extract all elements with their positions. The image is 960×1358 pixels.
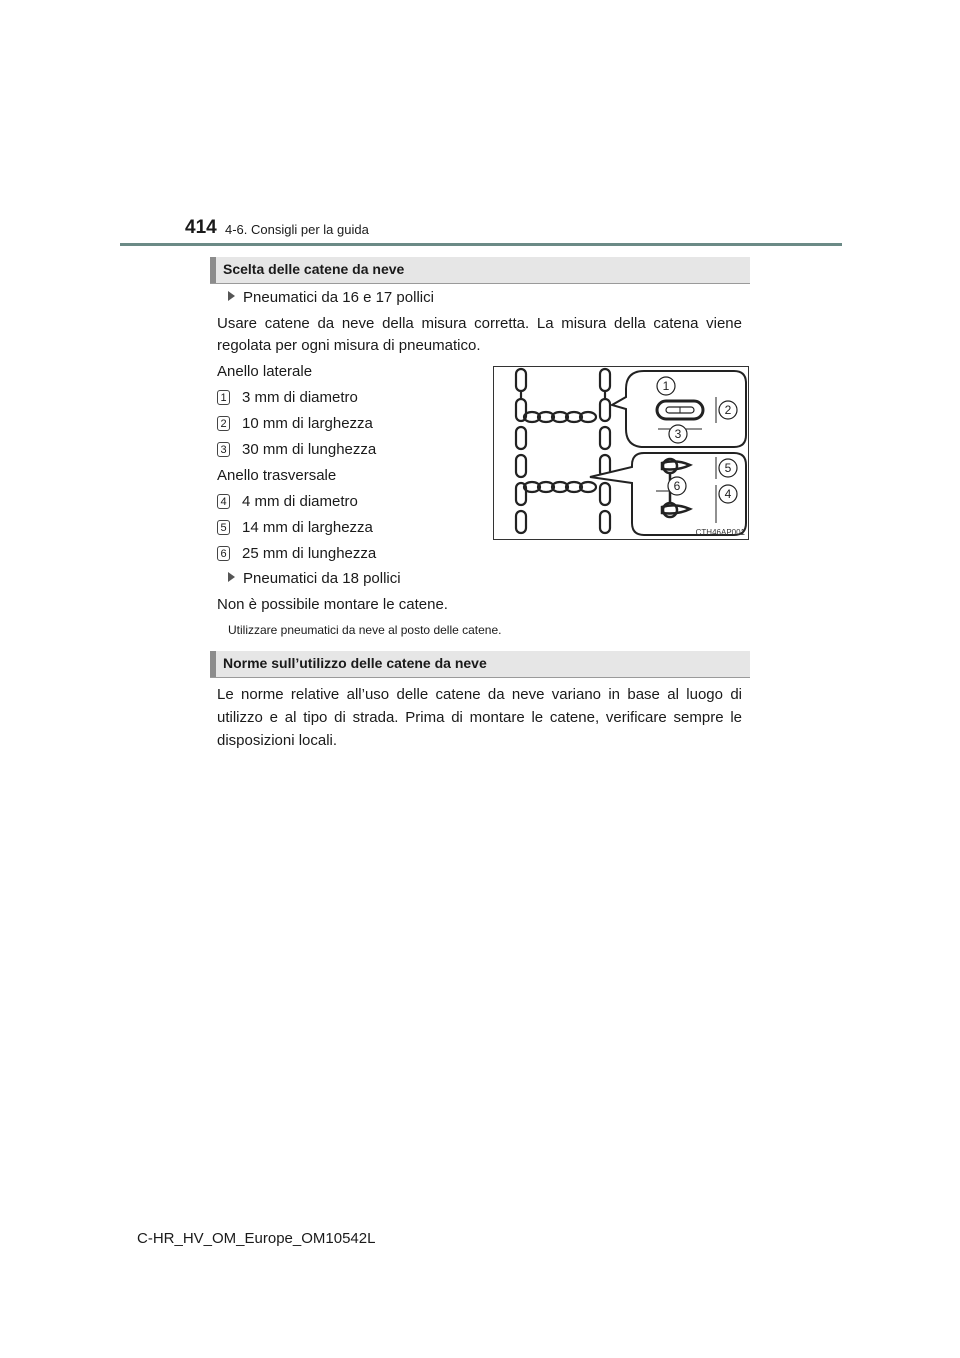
document-code: C-HR_HV_OM_Europe_OM10542L [137,1230,376,1247]
bullet-tires-16-17 [228,287,434,309]
no-chains-text: Non è possibile montare le catene. [217,596,448,613]
list-item-text: 3 mm di diametro [242,389,358,406]
list-item-text: 10 mm di larghezza [242,415,373,432]
bullet-triangle-icon [228,291,235,301]
list-item-text: 30 mm di lunghezza [242,441,377,458]
number-badge: 2 [217,416,230,431]
side-link-heading: Anello laterale [217,363,313,380]
callout-label-4: 4 [724,487,732,501]
header-divider [120,243,842,246]
snow-chain-diagram [494,367,748,539]
callout-label-3: 3 [674,427,682,441]
snow-chain-illustration [493,366,749,540]
breadcrumb: 4-6. Consigli per la guida [225,222,369,237]
number-badge: 3 [217,442,230,457]
section-heading-text: Norme sull’utilizzo delle catene da neve [223,655,487,671]
section-heading-bar [210,257,216,283]
section-heading-bar [210,651,216,677]
number-badge: 1 [217,390,230,405]
section-heading-chain-selection [210,257,750,284]
page-number: 414 [185,217,217,238]
number-badge: 6 [217,546,230,561]
bullet-text: Pneumatici da 18 pollici [243,570,401,587]
note-text: Utilizzare pneumatici da neve al posto delle catene. [228,623,502,637]
callout-label-2: 2 [724,403,732,417]
paragraph-chain-size: Usare catene da neve della misura corretta. La misura della catena viene regolata per ogni misura di pneumatico. [217,315,742,354]
list-item-text: 25 mm di lunghezza [242,545,377,562]
figure-caption: CTH46AP001 [695,528,745,537]
section-heading-chain-rules [210,651,750,678]
number-badge: 4 [217,494,230,509]
paragraph-chain-rules: Le norme relative all’uso delle catene da neve variano in base al luogo di utilizzo e al tipo di strada. Prima di montare le catene, verificare sempre le disposizioni locali. [217,686,742,749]
section-heading-text: Scelta delle catene da neve [223,261,405,277]
list-item-text: 14 mm di larghezza [242,519,373,536]
number-badge: 5 [217,520,230,535]
callout-label-5: 5 [724,461,732,475]
bullet-text: Pneumatici da 16 e 17 pollici [243,289,434,306]
bullet-triangle-icon [228,572,235,582]
cross-link-heading: Anello trasversale [217,467,337,484]
list-item-text: 4 mm di diametro [242,493,358,510]
callout-label-6: 6 [673,479,681,493]
bullet-tires-18 [228,568,401,590]
callout-label-1: 1 [662,379,670,393]
